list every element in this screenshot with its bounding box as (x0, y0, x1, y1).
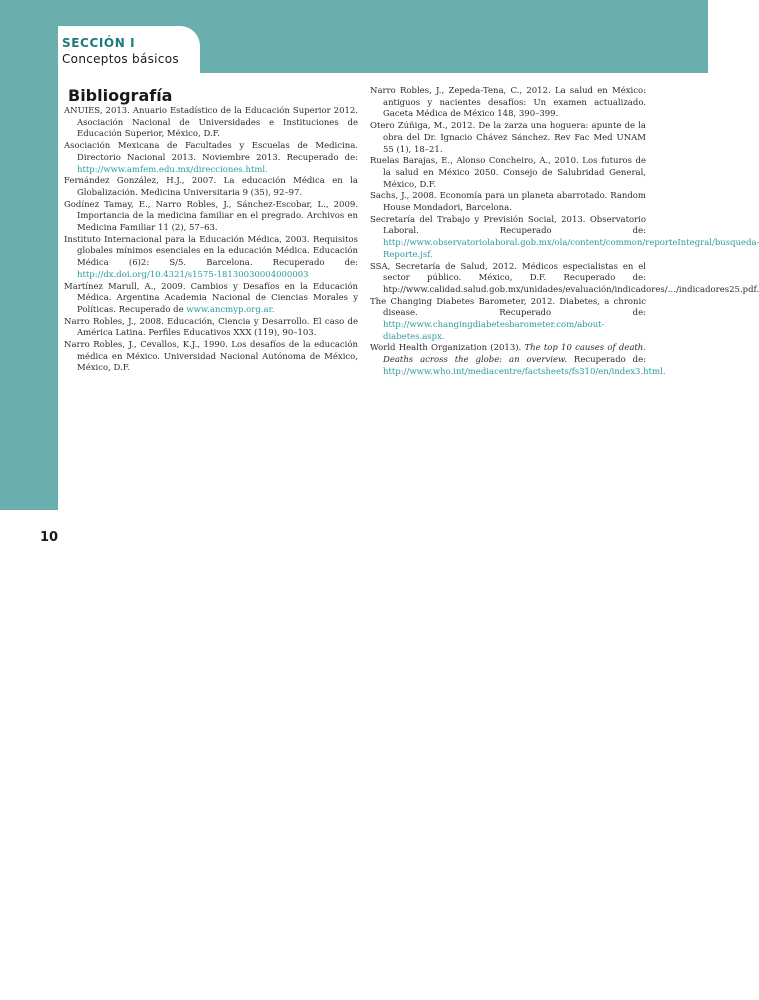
reference-item: Martínez Marull, A., 2009. Cambios y Desafíos en la Educación Médica. Argentina Academia Nacional de Ciencias Morales y Políticas. Recuperado de www.ancmyp.org.ar. (64, 281, 358, 315)
reference-link[interactable]: http://www.observatoriolaboral.gob.mx/ola/content/common/reporteIntegral/busqueda-Reporte.jsf. (383, 238, 759, 260)
reference-item: Narro Robles, J., Zepeda-Tena, C., 2012. La salud en México: antiguos y nacientes desafíos: Un examen actualizado. Gaceta Médica de México 148, 390–399. (370, 86, 646, 120)
page-heading: Bibliografía (68, 86, 173, 105)
reference-item: ANUIES, 2013. Anuario Estadístico de la Educación Superior 2012. Asociación Nacional de Universidades e Instituciones de Educación Superior, México, D.F. (64, 106, 358, 140)
reference-item: Fernández González, H.J., 2007. La educación Médica en la Globalización. Medicina Universitaria 9 (35), 92–97. (64, 176, 358, 198)
reference-item: Instituto Internacional para la Educación Médica, 2003. Requisitos globales mínimos esenciales en la educación Médica. Educación Médica (6)2: S/5. Barcelona. Recuperado de: http://dx.doi.org/10.4321/s1575-18130030004000003 (64, 234, 358, 280)
reference-link[interactable]: http://dx.doi.org/10.4321/s1575-18130030004000003 (77, 269, 309, 280)
reference-link[interactable]: http://www.who.int/mediacentre/factsheets/fs310/en/index3.html. (383, 366, 666, 377)
side-band (0, 73, 58, 510)
reference-item: Secretaría del Trabajo y Previsión Social, 2013. Observatorio Laboral. Recuperado de: http://www.observatoriolaboral.gob.mx/ola/content/common/reporteIntegral/busqueda-Reporte.jsf. (370, 214, 759, 260)
page-number: 10 (40, 530, 59, 545)
reference-item: World Health Organization (2013). The top 10 causes of death. Deaths across the globe: an overview. Recuperado de: http://www.who.int/mediacentre/factsheets/fs310/en/index3.html. (370, 343, 666, 377)
references-right-column (370, 86, 759, 379)
reference-item: Otero Zúñiga, M., 2012. De la zarza una hoguera: apunte de la obra del Dr. Ignacio Chávez Sánchez. Rev Fac Med UNAM 55 (1), 18–21. (370, 121, 646, 155)
reference-link[interactable]: http://www.changingdiabetesbarometer.com/about-diabetes.aspx. (383, 320, 605, 342)
reference-item: Asociación Mexicana de Facultades y Escuelas de Medicina. Directorio Nacional 2013. Noviembre 2013. Recuperado de: http://www.amfem.edu.mx/direcciones.html. (64, 141, 358, 175)
section-subtitle: Conceptos básicos (62, 52, 179, 66)
reference-item: SSA, Secretaría de Salud, 2012. Médicos especialistas en el sector público. México, D.F. Recuperado de: htp://www.calidad.salud.gob.mx/unidades/evaluación/indicadores/…/indicadores25.pdf. (370, 261, 759, 295)
section-label: SECCIÓN I (62, 36, 136, 50)
reference-item: Narro Robles, J., 2008. Educación, Ciencia y Desarrollo. El caso de América Latina. Perfiles Educativos XXX (119), 90–103. (64, 316, 358, 339)
reference-link[interactable]: www.ancmyp.org.ar. (186, 304, 275, 315)
reference-item: Narro Robles, J., Cevallos, K.J., 1990. Los desafíos de la educación médica en México. Universidad Nacional Autónoma de México, México, D.F. (64, 340, 358, 374)
reference-item: Godínez Tamay, E., Narro Robles, J., Sánchez-Escobar, L., 2009. Importancia de la medicina familiar en el pregrado. Archivos en Medicina Familiar 11 (2), 57–63. (64, 199, 358, 234)
reference-item: The Changing Diabetes Barometer, 2012. Diabetes, a chronic disease. Recuperado de: http://www.changingdiabetesbarometer.com/about-diabetes.aspx. (370, 296, 646, 342)
reference-link[interactable]: http://www.amfem.edu.mx/direcciones.html. (77, 164, 268, 175)
reference-item: Ruelas Barajas, E., Alonso Concheiro, A., 2010. Los futuros de la salud en México 2050. Consejo de Salubridad General, México, D.F. (370, 156, 646, 190)
references-left-column (64, 106, 358, 375)
reference-item: Sachs, J., 2008. Economía para un planeta abarrotado. Random House Mondadori, Barcelona. (370, 191, 646, 214)
